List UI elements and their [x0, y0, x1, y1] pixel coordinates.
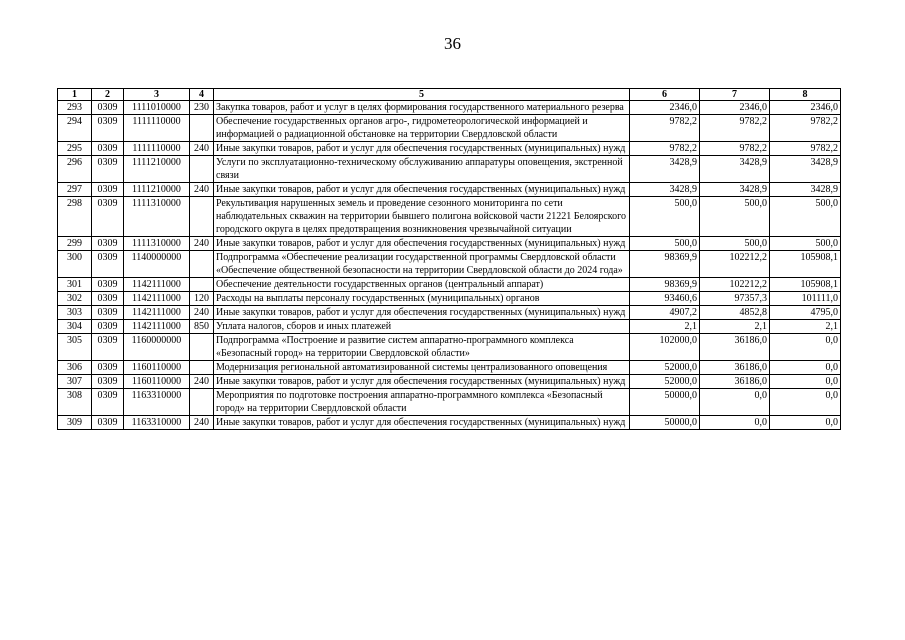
amount-year2-cell: 2346,0: [700, 101, 770, 115]
amount-year1-cell: 9782,2: [630, 142, 700, 156]
target-article-cell: 1111210000: [124, 183, 190, 197]
target-article-cell: 1142111000: [124, 320, 190, 334]
row-number-cell: 302: [58, 292, 92, 306]
item-name-cell: Иные закупки товаров, работ и услуг для обеспечения государственных (муниципальных) нужд: [214, 306, 630, 320]
target-article-cell: 1111310000: [124, 197, 190, 237]
amount-year1-cell: 2,1: [630, 320, 700, 334]
amount-year2-cell: 0,0: [700, 389, 770, 416]
table-row: [58, 115, 841, 142]
expense-type-cell: 240: [190, 142, 214, 156]
table-row: [58, 142, 841, 156]
expense-type-cell: [190, 156, 214, 183]
column-header: 3: [124, 89, 190, 101]
item-name-cell: Услуги по эксплуатационно-техническому обслуживанию аппаратуры оповещения, экстренной связи: [214, 156, 630, 183]
table-row: [58, 278, 841, 292]
target-article-cell: 1160000000: [124, 334, 190, 361]
column-header: 2: [92, 89, 124, 101]
amount-year3-cell: 0,0: [770, 416, 841, 430]
amount-year2-cell: 36186,0: [700, 375, 770, 389]
amount-year3-cell: 9782,2: [770, 142, 841, 156]
amount-year2-cell: 102212,2: [700, 278, 770, 292]
item-name-cell: Рекультивация нарушенных земель и проведение сезонного мониторинга по сети наблюдательных скважин на территории бывшего полигона войсковой части 21221 Белоярского городского округа в целях предотвращения возникновения чрезвычайной ситуации: [214, 197, 630, 237]
expense-type-cell: [190, 334, 214, 361]
amount-year2-cell: 3428,9: [700, 156, 770, 183]
table-row: [58, 101, 841, 115]
amount-year3-cell: 105908,1: [770, 251, 841, 278]
amount-year3-cell: 9782,2: [770, 115, 841, 142]
table-row: [58, 361, 841, 375]
amount-year3-cell: 0,0: [770, 334, 841, 361]
section-code-cell: 0309: [92, 142, 124, 156]
target-article-cell: 1160110000: [124, 361, 190, 375]
amount-year2-cell: 9782,2: [700, 115, 770, 142]
row-number-cell: 306: [58, 361, 92, 375]
row-number-cell: 307: [58, 375, 92, 389]
amount-year1-cell: 50000,0: [630, 389, 700, 416]
table-row: [58, 292, 841, 306]
target-article-cell: 1160110000: [124, 375, 190, 389]
table-row: [58, 320, 841, 334]
target-article-cell: 1142111000: [124, 278, 190, 292]
table-row: [58, 237, 841, 251]
amount-year1-cell: 50000,0: [630, 416, 700, 430]
expense-type-cell: 240: [190, 416, 214, 430]
expense-type-cell: [190, 197, 214, 237]
amount-year2-cell: 36186,0: [700, 334, 770, 361]
row-number-cell: 299: [58, 237, 92, 251]
item-name-cell: Модернизация региональной автоматизированной системы централизованного оповещения: [214, 361, 630, 375]
row-number-cell: 301: [58, 278, 92, 292]
amount-year2-cell: 500,0: [700, 197, 770, 237]
item-name-cell: Мероприятия по подготовке построения аппаратно-программного комплекса «Безопасный город» на территории Свердловской области: [214, 389, 630, 416]
column-header: 8: [770, 89, 841, 101]
amount-year1-cell: 52000,0: [630, 375, 700, 389]
row-number-cell: 305: [58, 334, 92, 361]
amount-year1-cell: 2346,0: [630, 101, 700, 115]
expense-type-cell: 230: [190, 101, 214, 115]
expense-type-cell: 240: [190, 183, 214, 197]
table-row: [58, 334, 841, 361]
target-article-cell: 1142111000: [124, 292, 190, 306]
section-code-cell: 0309: [92, 115, 124, 142]
amount-year3-cell: 500,0: [770, 237, 841, 251]
amount-year2-cell: 0,0: [700, 416, 770, 430]
amount-year3-cell: 3428,9: [770, 156, 841, 183]
expense-type-cell: 240: [190, 375, 214, 389]
target-article-cell: 1111310000: [124, 237, 190, 251]
row-number-cell: 300: [58, 251, 92, 278]
column-header: 1: [58, 89, 92, 101]
expense-type-cell: [190, 278, 214, 292]
table-row: [58, 197, 841, 237]
amount-year1-cell: 98369,9: [630, 278, 700, 292]
item-name-cell: Иные закупки товаров, работ и услуг для обеспечения государственных (муниципальных) нужд: [214, 237, 630, 251]
amount-year3-cell: 2,1: [770, 320, 841, 334]
amount-year1-cell: 98369,9: [630, 251, 700, 278]
amount-year2-cell: 4852,8: [700, 306, 770, 320]
page-number: 36: [444, 34, 461, 53]
expense-type-cell: 240: [190, 237, 214, 251]
target-article-cell: 1163310000: [124, 416, 190, 430]
table-row: [58, 251, 841, 278]
target-article-cell: 1111110000: [124, 142, 190, 156]
row-number-cell: 294: [58, 115, 92, 142]
row-number-cell: 295: [58, 142, 92, 156]
expense-type-cell: [190, 361, 214, 375]
row-number-cell: 303: [58, 306, 92, 320]
target-article-cell: 1140000000: [124, 251, 190, 278]
item-name-cell: Подпрограмма «Построение и развитие систем аппаратно-программного комплекса «Безопасный город» на территории Свердловской области»: [214, 334, 630, 361]
column-header: 5: [214, 89, 630, 101]
amount-year1-cell: 93460,6: [630, 292, 700, 306]
section-code-cell: 0309: [92, 292, 124, 306]
budget-table: [57, 88, 841, 430]
header-row: [58, 89, 841, 101]
item-name-cell: Расходы на выплаты персоналу государственных (муниципальных) органов: [214, 292, 630, 306]
expense-type-cell: 240: [190, 306, 214, 320]
row-number-cell: 308: [58, 389, 92, 416]
amount-year1-cell: 52000,0: [630, 361, 700, 375]
amount-year3-cell: 0,0: [770, 389, 841, 416]
expense-type-cell: [190, 389, 214, 416]
amount-year1-cell: 3428,9: [630, 183, 700, 197]
target-article-cell: 1111010000: [124, 101, 190, 115]
amount-year2-cell: 500,0: [700, 237, 770, 251]
amount-year2-cell: 102212,2: [700, 251, 770, 278]
row-number-cell: 293: [58, 101, 92, 115]
amount-year3-cell: 0,0: [770, 375, 841, 389]
amount-year3-cell: 4795,0: [770, 306, 841, 320]
amount-year3-cell: 500,0: [770, 197, 841, 237]
amount-year1-cell: 500,0: [630, 237, 700, 251]
expense-type-cell: 850: [190, 320, 214, 334]
section-code-cell: 0309: [92, 334, 124, 361]
column-header: 7: [700, 89, 770, 101]
section-code-cell: 0309: [92, 278, 124, 292]
amount-year3-cell: 2346,0: [770, 101, 841, 115]
row-number-cell: 296: [58, 156, 92, 183]
target-article-cell: 1163310000: [124, 389, 190, 416]
amount-year1-cell: 3428,9: [630, 156, 700, 183]
section-code-cell: 0309: [92, 361, 124, 375]
amount-year2-cell: 2,1: [700, 320, 770, 334]
section-code-cell: 0309: [92, 101, 124, 115]
amount-year1-cell: 500,0: [630, 197, 700, 237]
amount-year3-cell: 105908,1: [770, 278, 841, 292]
item-name-cell: Иные закупки товаров, работ и услуг для обеспечения государственных (муниципальных) нужд: [214, 416, 630, 430]
row-number-cell: 297: [58, 183, 92, 197]
section-code-cell: 0309: [92, 251, 124, 278]
target-article-cell: 1111110000: [124, 115, 190, 142]
table-row: [58, 416, 841, 430]
section-code-cell: 0309: [92, 320, 124, 334]
section-code-cell: 0309: [92, 306, 124, 320]
expense-type-cell: [190, 115, 214, 142]
table-row: [58, 183, 841, 197]
item-name-cell: Иные закупки товаров, работ и услуг для обеспечения государственных (муниципальных) нужд: [214, 183, 630, 197]
table-row: [58, 156, 841, 183]
expense-type-cell: 120: [190, 292, 214, 306]
section-code-cell: 0309: [92, 197, 124, 237]
amount-year2-cell: 3428,9: [700, 183, 770, 197]
amount-year1-cell: 4907,2: [630, 306, 700, 320]
table-row: [58, 375, 841, 389]
row-number-cell: 304: [58, 320, 92, 334]
target-article-cell: 1111210000: [124, 156, 190, 183]
amount-year3-cell: 0,0: [770, 361, 841, 375]
section-code-cell: 0309: [92, 389, 124, 416]
amount-year2-cell: 9782,2: [700, 142, 770, 156]
section-code-cell: 0309: [92, 375, 124, 389]
expense-type-cell: [190, 251, 214, 278]
item-name-cell: Иные закупки товаров, работ и услуг для обеспечения государственных (муниципальных) нужд: [214, 142, 630, 156]
amount-year3-cell: 101111,0: [770, 292, 841, 306]
column-header: 6: [630, 89, 700, 101]
item-name-cell: Обеспечение государственных органов агро-, гидрометеорологической информацией и информацией о радиационной обстановке на территории Свердловской области: [214, 115, 630, 142]
table-body: [58, 101, 841, 430]
amount-year2-cell: 36186,0: [700, 361, 770, 375]
amount-year1-cell: 102000,0: [630, 334, 700, 361]
amount-year3-cell: 3428,9: [770, 183, 841, 197]
row-number-cell: 298: [58, 197, 92, 237]
item-name-cell: Уплата налогов, сборов и иных платежей: [214, 320, 630, 334]
section-code-cell: 0309: [92, 237, 124, 251]
row-number-cell: 309: [58, 416, 92, 430]
item-name-cell: Подпрограмма «Обеспечение реализации государственной программы Свердловской области «Обеспечение общественной безопасности на территории Свердловской области до 2024 года»: [214, 251, 630, 278]
column-header: 4: [190, 89, 214, 101]
item-name-cell: Закупка товаров, работ и услуг в целях формирования государственного материального резерва: [214, 101, 630, 115]
item-name-cell: Обеспечение деятельности государственных органов (центральный аппарат): [214, 278, 630, 292]
amount-year1-cell: 9782,2: [630, 115, 700, 142]
amount-year2-cell: 97357,3: [700, 292, 770, 306]
item-name-cell: Иные закупки товаров, работ и услуг для обеспечения государственных (муниципальных) нужд: [214, 375, 630, 389]
table-row: [58, 389, 841, 416]
section-code-cell: 0309: [92, 416, 124, 430]
target-article-cell: 1142111000: [124, 306, 190, 320]
section-code-cell: 0309: [92, 183, 124, 197]
table-row: [58, 306, 841, 320]
section-code-cell: 0309: [92, 156, 124, 183]
